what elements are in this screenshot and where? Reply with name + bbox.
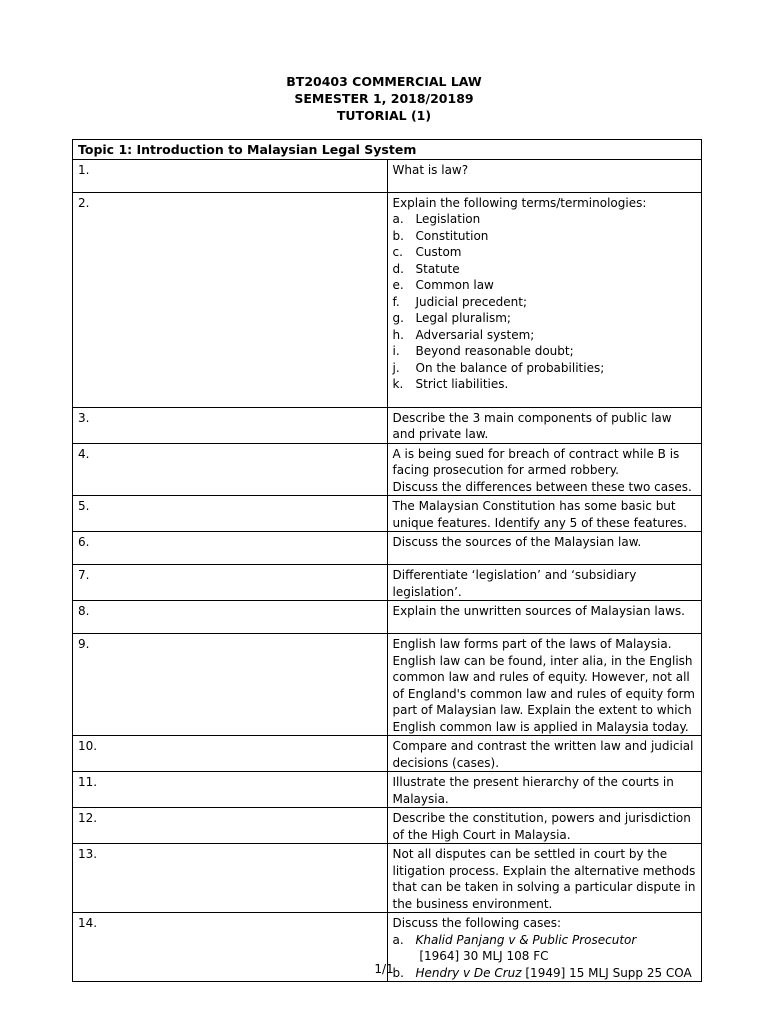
question-row bbox=[73, 496, 702, 532]
question-row bbox=[73, 634, 702, 736]
question-text: Describe the 3 main components of public law and private law. bbox=[387, 407, 702, 443]
list-item bbox=[393, 932, 697, 965]
question-row bbox=[73, 601, 702, 634]
question-text: Describe the constitution, powers and jurisdiction of the High Court in Malaysia. bbox=[387, 808, 702, 844]
question-row bbox=[73, 407, 702, 443]
case-reference bbox=[416, 932, 697, 965]
question-cell bbox=[387, 443, 702, 496]
document-header bbox=[0, 73, 768, 124]
item-letter: b. bbox=[392, 228, 404, 243]
question-number: 14. bbox=[73, 913, 388, 982]
item-text: Custom bbox=[415, 245, 462, 259]
item-letter: h. bbox=[392, 327, 404, 342]
list-item bbox=[393, 376, 697, 393]
question-row bbox=[73, 159, 702, 192]
list-item bbox=[393, 360, 697, 377]
item-text: Legislation bbox=[415, 212, 481, 226]
item-text: On the balance of probabilities; bbox=[415, 360, 605, 375]
item-text: Adversarial system; bbox=[415, 327, 535, 342]
item-letter: j. bbox=[392, 360, 400, 375]
item-letter: b. bbox=[392, 965, 404, 980]
list-item bbox=[393, 294, 697, 311]
question-row bbox=[73, 844, 702, 913]
case-citation: [1964] 30 MLJ 108 FC bbox=[415, 949, 549, 963]
question-number: 7. bbox=[73, 565, 388, 601]
question-number: 4. bbox=[73, 443, 388, 496]
question-row bbox=[73, 565, 702, 601]
question-row bbox=[73, 443, 702, 496]
question-text: Differentiate ‘legislation’ and ‘subsidiary legislation’. bbox=[387, 565, 702, 601]
item-text: Legal pluralism; bbox=[415, 311, 511, 325]
question-number: 6. bbox=[73, 532, 388, 565]
list-item bbox=[393, 277, 697, 294]
question-number: 12. bbox=[73, 808, 388, 844]
list-item bbox=[393, 343, 697, 360]
item-letter: k. bbox=[392, 377, 404, 391]
question-text: English law forms part of the laws of Malaysia. English law can be found, inter alia, in the English common law and rules of equity. However, not all of England's common law and rules of equity form part of Malaysian law. Explain the extent to which English common law is applied in Malaysia today. bbox=[387, 634, 702, 736]
question-text: Not all disputes can be settled in court by the litigation process. Explain the alternative methods that can be taken in solving a particular dispute in the business environment. bbox=[387, 844, 702, 913]
list-item bbox=[393, 244, 697, 261]
question-number: 9. bbox=[73, 634, 388, 736]
item-letter: g. bbox=[392, 311, 404, 325]
tutorial-title: TUTORIAL (1) bbox=[336, 108, 432, 123]
list-item bbox=[393, 327, 697, 344]
question-number: 8. bbox=[73, 601, 388, 634]
list-item bbox=[393, 211, 697, 228]
question-number: 3. bbox=[73, 407, 388, 443]
question-text: Discuss the sources of the Malaysian law. bbox=[387, 532, 702, 565]
terms-list bbox=[393, 211, 697, 393]
list-item bbox=[393, 261, 697, 278]
question-row bbox=[73, 192, 702, 407]
question-number: 5. bbox=[73, 496, 388, 532]
case-citation: [1949] 15 MLJ Supp 25 COA bbox=[521, 965, 692, 980]
topic-row bbox=[73, 140, 702, 160]
question-number: 13. bbox=[73, 844, 388, 913]
item-letter: i. bbox=[392, 344, 400, 358]
question-row bbox=[73, 772, 702, 808]
question-number: 11. bbox=[73, 772, 388, 808]
item-text: Common law bbox=[415, 278, 494, 292]
item-letter: d. bbox=[392, 261, 404, 276]
course-title: BT20403 COMMERCIAL LAW bbox=[286, 74, 482, 89]
item-letter: f. bbox=[392, 294, 400, 309]
question-text: A is being sued for breach of contract while B is facing prosecution for armed robbery. bbox=[392, 446, 680, 477]
item-letter: c. bbox=[392, 245, 403, 259]
page-number: 1/1 bbox=[374, 962, 394, 976]
case-name: Khalid Panjang v & Public Prosecutor bbox=[415, 932, 637, 947]
item-text: Constitution bbox=[415, 228, 489, 243]
item-letter: a. bbox=[392, 212, 404, 226]
question-text: Explain the following terms/terminologies: bbox=[392, 195, 647, 210]
question-text: Discuss the following cases: bbox=[392, 916, 561, 930]
topic-heading: Topic 1: Introduction to Malaysian Legal System bbox=[73, 140, 702, 160]
item-text: Beyond reasonable doubt; bbox=[415, 344, 574, 358]
case-name: Hendry v De Cruz bbox=[415, 965, 522, 980]
semester-line: SEMESTER 1, 2018/20189 bbox=[294, 91, 474, 106]
question-number: 1. bbox=[73, 159, 388, 192]
list-item bbox=[393, 310, 697, 327]
item-text: Judicial precedent; bbox=[415, 294, 528, 309]
question-number: 10. bbox=[73, 736, 388, 772]
question-number: 2. bbox=[73, 192, 388, 407]
question-text: Explain the unwritten sources of Malaysian laws. bbox=[387, 601, 702, 634]
question-row bbox=[73, 736, 702, 772]
question-text: What is law? bbox=[387, 159, 702, 192]
item-text: Strict liabilities. bbox=[415, 377, 509, 391]
item-text: Statute bbox=[415, 261, 460, 276]
item-letter: a. bbox=[392, 932, 404, 947]
item-letter: e. bbox=[392, 278, 404, 292]
question-row bbox=[73, 532, 702, 565]
question-row bbox=[73, 808, 702, 844]
question-text: Compare and contrast the written law and judicial decisions (cases). bbox=[387, 736, 702, 772]
tutorial-table bbox=[72, 139, 702, 982]
list-item bbox=[393, 228, 697, 245]
question-text-continued: Discuss the differences between these two cases. bbox=[392, 479, 692, 494]
question-cell bbox=[387, 192, 702, 407]
question-text: The Malaysian Constitution has some basic but unique features. Identify any 5 of these features. bbox=[387, 496, 702, 532]
question-text: Illustrate the present hierarchy of the courts in Malaysia. bbox=[387, 772, 702, 808]
